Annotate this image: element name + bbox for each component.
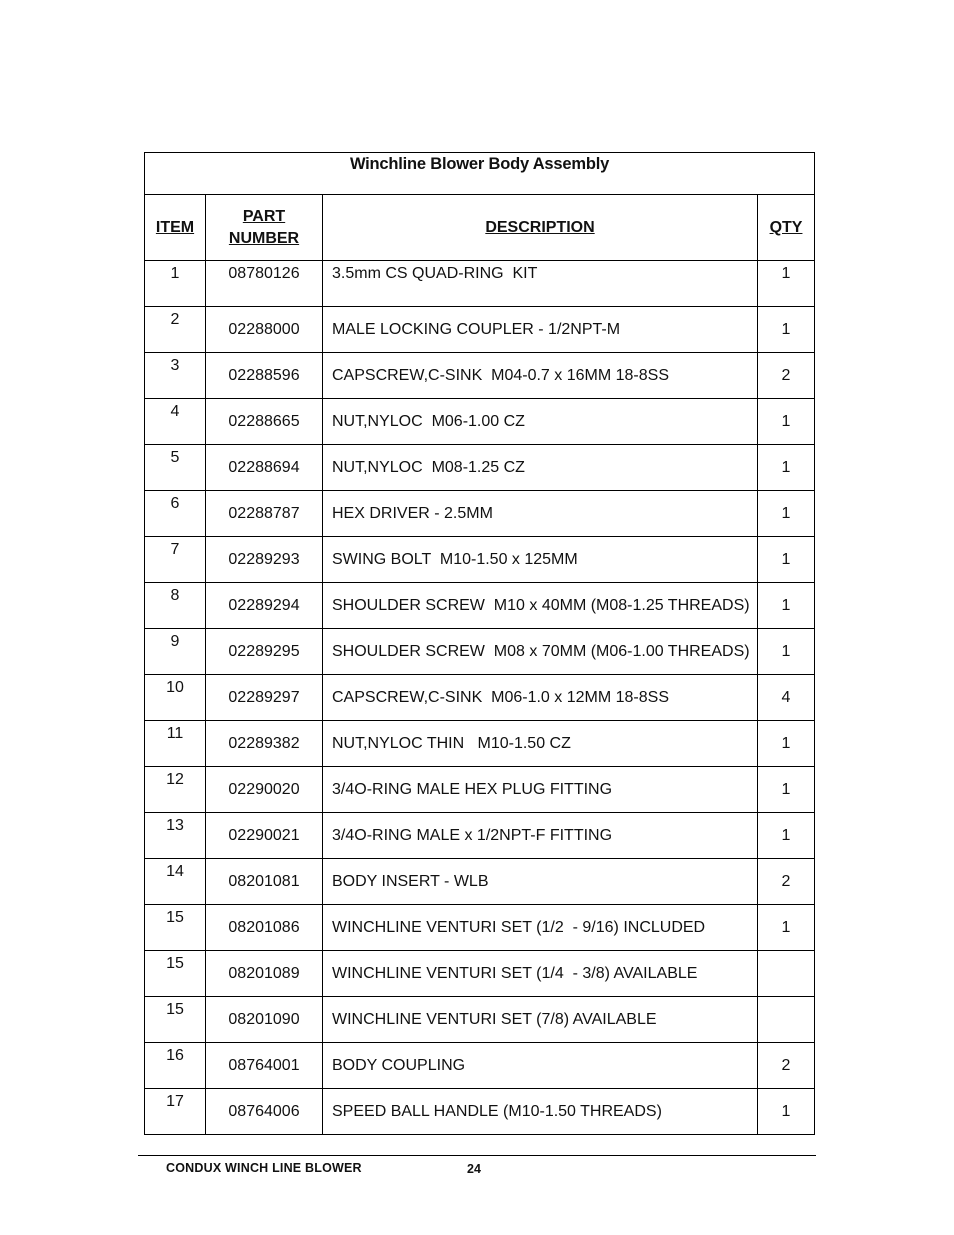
cell-qty: 2 [758, 353, 815, 399]
table-row [145, 1089, 815, 1135]
cell-part-number: 08201089 [206, 951, 323, 997]
cell-description: HEX DRIVER - 2.5MM [323, 491, 758, 537]
cell-item: 10 [145, 675, 206, 721]
cell-item: 1 [145, 261, 206, 307]
cell-description: NUT,NYLOC THIN M10-1.50 CZ [323, 721, 758, 767]
table-row [145, 767, 815, 813]
cell-qty: 1 [758, 307, 815, 353]
cell-part-number: 02288787 [206, 491, 323, 537]
cell-item: 13 [145, 813, 206, 859]
cell-description: WINCHLINE VENTURI SET (1/4 - 3/8) AVAILABLE [323, 951, 758, 997]
cell-part-number: 08201081 [206, 859, 323, 905]
table-row [145, 859, 815, 905]
cell-description: SHOULDER SCREW M10 x 40MM (M08-1.25 THREADS) [323, 583, 758, 629]
cell-qty: 1 [758, 813, 815, 859]
cell-description: 3/4O-RING MALE x 1/2NPT-F FITTING [323, 813, 758, 859]
cell-item: 8 [145, 583, 206, 629]
table-row [145, 399, 815, 445]
cell-item: 3 [145, 353, 206, 399]
cell-qty: 1 [758, 583, 815, 629]
cell-qty: 1 [758, 491, 815, 537]
table-row [145, 491, 815, 537]
cell-part-number: 02289293 [206, 537, 323, 583]
cell-qty: 1 [758, 399, 815, 445]
cell-part-number: 02288665 [206, 399, 323, 445]
cell-qty: 1 [758, 767, 815, 813]
cell-item: 11 [145, 721, 206, 767]
cell-qty [758, 951, 815, 997]
cell-part-number: 02288596 [206, 353, 323, 399]
cell-qty: 1 [758, 721, 815, 767]
cell-qty: 1 [758, 905, 815, 951]
table-title: Winchline Blower Body Assembly [145, 153, 815, 195]
cell-description: NUT,NYLOC M06-1.00 CZ [323, 399, 758, 445]
cell-item: 15 [145, 905, 206, 951]
table-row [145, 905, 815, 951]
page-number: 24 [467, 1162, 481, 1176]
table-row [145, 813, 815, 859]
parts-table [144, 152, 815, 1135]
header-qty: QTY [758, 195, 815, 261]
table-row [145, 307, 815, 353]
cell-part-number: 02289297 [206, 675, 323, 721]
table-header-row [145, 195, 815, 261]
cell-item: 14 [145, 859, 206, 905]
cell-part-number: 02290020 [206, 767, 323, 813]
cell-item: 16 [145, 1043, 206, 1089]
cell-qty: 1 [758, 445, 815, 491]
cell-item: 2 [145, 307, 206, 353]
table-row [145, 721, 815, 767]
table-row [145, 1043, 815, 1089]
table-row [145, 675, 815, 721]
table-row [145, 951, 815, 997]
cell-qty [758, 997, 815, 1043]
table-row [145, 445, 815, 491]
cell-part-number: 02290021 [206, 813, 323, 859]
cell-part-number: 08764006 [206, 1089, 323, 1135]
header-item: ITEM [145, 195, 206, 261]
table-row [145, 261, 815, 307]
cell-part-number: 08780126 [206, 261, 323, 307]
cell-description: CAPSCREW,C-SINK M06-1.0 x 12MM 18-8SS [323, 675, 758, 721]
cell-item: 15 [145, 997, 206, 1043]
cell-qty: 1 [758, 629, 815, 675]
cell-description: WINCHLINE VENTURI SET (7/8) AVAILABLE [323, 997, 758, 1043]
cell-qty: 1 [758, 261, 815, 307]
cell-description: BODY COUPLING [323, 1043, 758, 1089]
table-row [145, 997, 815, 1043]
cell-item: 12 [145, 767, 206, 813]
cell-description: 3/4O-RING MALE HEX PLUG FITTING [323, 767, 758, 813]
cell-qty: 2 [758, 859, 815, 905]
cell-part-number: 08201090 [206, 997, 323, 1043]
footer-title: CONDUX WINCH LINE BLOWER [166, 1161, 362, 1175]
cell-qty: 2 [758, 1043, 815, 1089]
cell-item: 7 [145, 537, 206, 583]
cell-description: 3.5mm CS QUAD-RING KIT [323, 261, 758, 307]
cell-item: 17 [145, 1089, 206, 1135]
cell-description: NUT,NYLOC M08-1.25 CZ [323, 445, 758, 491]
cell-item: 6 [145, 491, 206, 537]
cell-part-number: 08201086 [206, 905, 323, 951]
cell-item: 4 [145, 399, 206, 445]
cell-part-number: 02289295 [206, 629, 323, 675]
cell-part-number: 02289294 [206, 583, 323, 629]
cell-part-number: 02288694 [206, 445, 323, 491]
cell-description: SPEED BALL HANDLE (M10-1.50 THREADS) [323, 1089, 758, 1135]
cell-item: 5 [145, 445, 206, 491]
table-row [145, 583, 815, 629]
cell-part-number: 02289382 [206, 721, 323, 767]
cell-part-number: 08764001 [206, 1043, 323, 1089]
cell-item: 15 [145, 951, 206, 997]
cell-description: CAPSCREW,C-SINK M04-0.7 x 16MM 18-8SS [323, 353, 758, 399]
cell-description: MALE LOCKING COUPLER - 1/2NPT-M [323, 307, 758, 353]
cell-description: SWING BOLT M10-1.50 x 125MM [323, 537, 758, 583]
table-row [145, 537, 815, 583]
cell-description: SHOULDER SCREW M08 x 70MM (M06-1.00 THREADS) [323, 629, 758, 675]
cell-qty: 4 [758, 675, 815, 721]
cell-description: BODY INSERT - WLB [323, 859, 758, 905]
cell-qty: 1 [758, 1089, 815, 1135]
cell-part-number: 02288000 [206, 307, 323, 353]
footer-rule [138, 1155, 816, 1156]
cell-description: WINCHLINE VENTURI SET (1/2 - 9/16) INCLUDED [323, 905, 758, 951]
table-row [145, 629, 815, 675]
header-description: DESCRIPTION [323, 195, 758, 261]
table-row [145, 353, 815, 399]
header-part-number: PART NUMBER [206, 195, 323, 261]
cell-item: 9 [145, 629, 206, 675]
cell-qty: 1 [758, 537, 815, 583]
